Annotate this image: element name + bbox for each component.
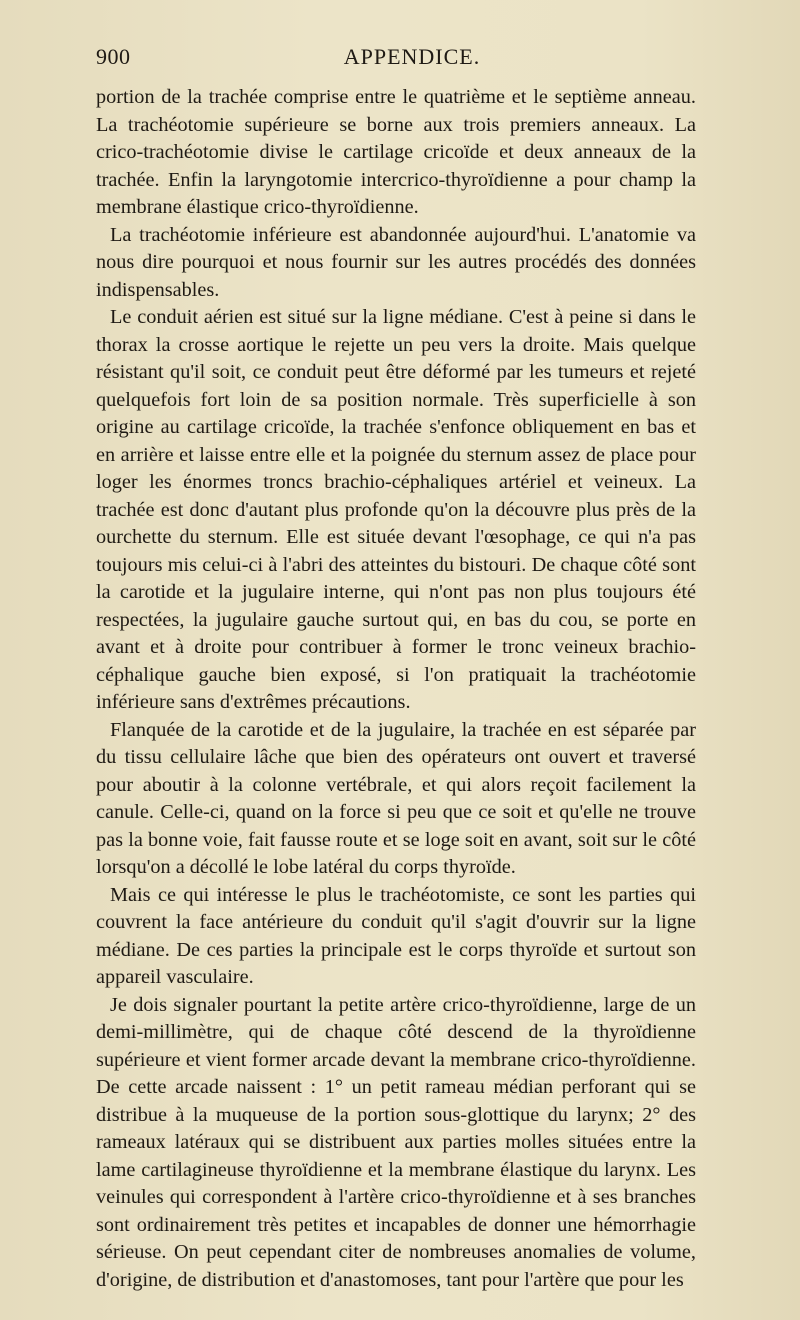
body-text	[96, 84, 696, 1294]
paragraph: La trachéotomie inférieure est abandonnée aujourd'hui. L'anatomie va nous dire pourquoi et nous fournir sur les autres procédés des données indispensables.	[96, 223, 696, 301]
page-header	[96, 44, 688, 70]
page-number: 900	[96, 44, 131, 69]
paragraph: portion de la trachée comprise entre le quatrième et le septième anneau. La trachéotomie supérieure se borne aux trois premiers anneaux. La crico-trachéotomie divise le cartilage cricoïde et deux anneaux de la trachée. Enfin la laryngotomie intercrico-thyroïdienne a pour champ la membrane élastique crico-thyroïdienne.	[96, 86, 696, 218]
running-title: APPENDICE.	[343, 44, 481, 69]
paragraph: Le conduit aérien est situé sur la ligne médiane. C'est à peine si dans le thorax la crosse aortique le rejette un peu vers la droite. Mais quelque résistant qu'il soit, ce conduit peut être déformé par les tumeurs et rejeté quelquefois fort loin de sa position normale. Très superficielle à son origine au cartilage cricoïde, la trachée s'enfonce obliquement en bas et en arrière et laisse entre elle et la poignée du sternum assez de place pour loger les énormes troncs brachio-céphaliques artériel et veineux. La trachée est donc d'autant plus profonde qu'on la découvre plus près de la ourchette du sternum. Elle est située devant l'œsophage, ce qui n'a pas toujours mis celui-ci à l'abri des atteintes du bistouri. De chaque côté sont la carotide et la jugulaire interne, qui n'ont pas non plus toujours été respectées, la jugulaire gauche surtout qui, en bas du cou, se porte en avant et à droite pour contribuer à former le tronc veineux brachio-céphalique gauche bien exposé, si l'on pratiquait la trachéotomie inférieure sans d'extrêmes précautions.	[96, 306, 696, 713]
paragraph: Je dois signaler pourtant la petite artère crico-thyroïdienne, large de un demi-millimètre, qui de chaque côté descend de la thyroïdienne supérieure et vient former arcade devant la membrane crico-thyroïdienne. De cette arcade naissent : 1° un petit rameau médian perforant qui se distribue à la muqueuse de la portion sous-glottique du larynx; 2° des rameaux latéraux qui se distribuent aux parties molles situées entre la lame cartilagineuse thyroïdienne et la membrane élastique du larynx. Les veinules qui correspondent à l'artère crico-thyroïdienne et à ses branches sont ordinairement très petites et incapables de donner une hémorrhagie sérieuse. On peut cependant citer de nombreuses anomalies de volume, d'origine, de distribution et d'anastomoses, tant pour l'artère que pour les	[96, 993, 696, 1291]
paragraph: Flanquée de la carotide et de la jugulaire, la trachée en est séparée par du tissu cellulaire lâche que bien des opérateurs ont ouvert et traversé pour aboutir à la colonne vertébrale, et qui alors reçoit facilement la canule. Celle-ci, quand on la force si peu que ce soit et qu'elle ne trouve pas la bonne voie, fait fausse route et se loge soit en avant, soit sur le côté lorsqu'on a décollé le lobe latéral du corps thyroïde.	[96, 718, 696, 878]
paragraph: Mais ce qui intéresse le plus le trachéotomiste, ce sont les parties qui couvrent la face antérieure du conduit qu'il s'agit d'ouvrir sur la ligne médiane. De ces parties la principale est le corps thyroïde et surtout son appareil vasculaire.	[96, 883, 696, 988]
